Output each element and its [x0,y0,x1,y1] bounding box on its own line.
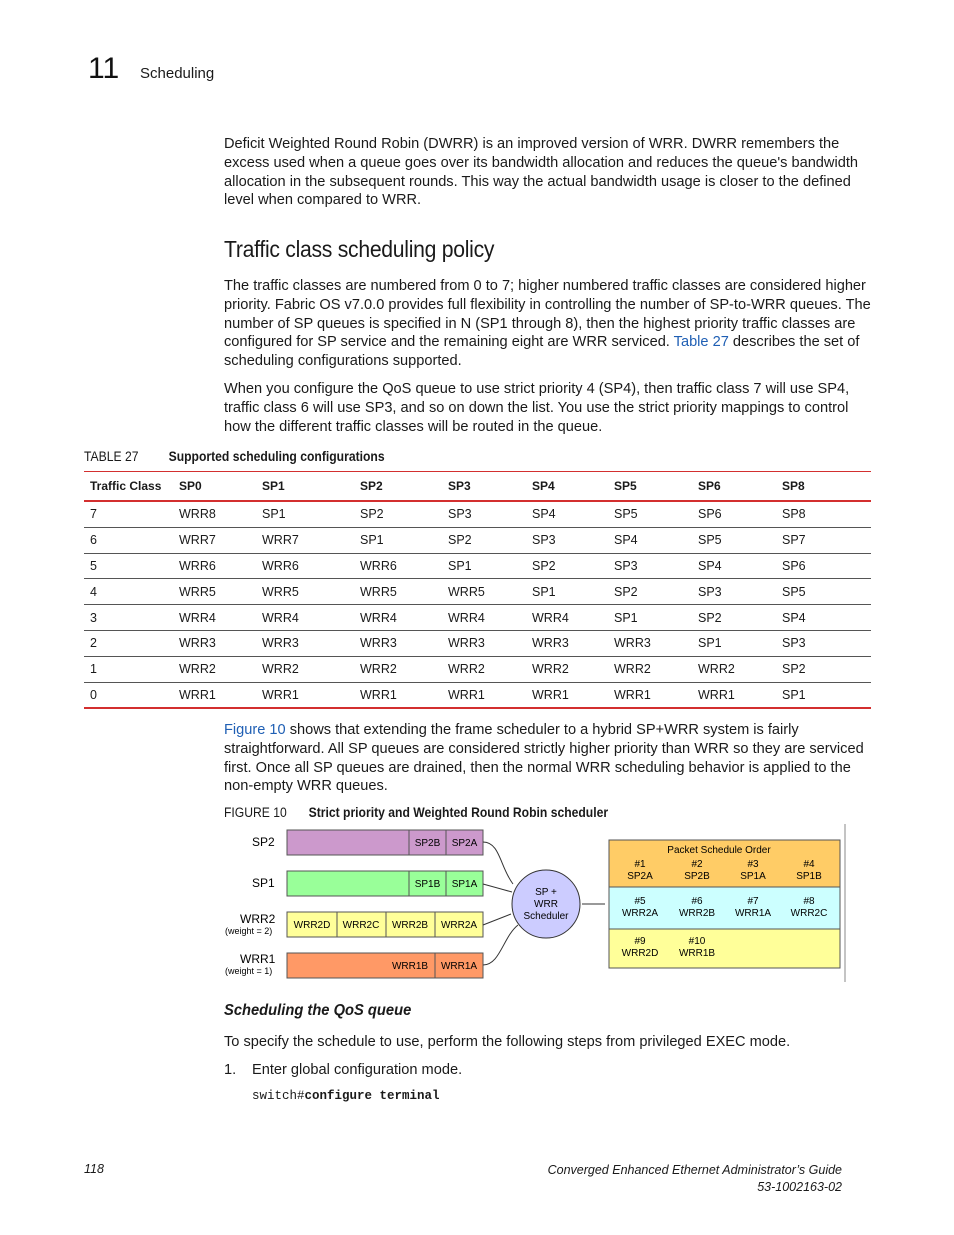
table-cell: WRR5 [256,579,354,605]
sp1-label: SP1 [252,876,275,890]
scheduler-text-3: Scheduler [523,911,569,922]
table-cell: SP5 [776,579,871,605]
table-cell: SP8 [776,501,871,527]
scheduler-text-1: SP + [535,887,557,898]
table-cell: SP4 [776,605,871,631]
table-row [84,656,871,682]
table-cell: WRR2 [608,656,692,682]
table-cell: SP5 [692,527,776,553]
table-cell: SP1 [256,501,354,527]
table-cell: SP1 [776,682,871,708]
table-cell: WRR4 [526,605,608,631]
table-cell: SP1 [692,630,776,656]
section-heading: Traffic class scheduling policy [224,236,495,262]
column-header: Traffic Class [84,472,173,502]
table-cell: WRR2 [256,656,354,682]
scheduling-config-table [84,471,871,709]
order-queue: SP2B [684,871,710,882]
code-prompt: switch# [252,1089,305,1103]
table-cell: SP5 [608,501,692,527]
column-header: SP8 [776,472,871,502]
table-cell: WRR5 [354,579,442,605]
step-1 [224,1061,874,1080]
table-cell: 2 [84,630,173,656]
wrr1b-text: WRR1B [391,961,429,972]
table-27-link[interactable]: Table 27 [673,334,729,351]
order-rank: #8 [803,896,815,907]
table-cell: WRR6 [173,553,256,579]
table-row [84,630,871,656]
order-queue: WRR2C [790,908,828,919]
chapter-number: 11 [88,52,120,85]
table-cell: WRR6 [256,553,354,579]
table-cell: WRR5 [442,579,526,605]
table-cell: SP3 [692,579,776,605]
column-header: SP6 [692,472,776,502]
column-header: SP2 [354,472,442,502]
order-rank: #5 [634,896,646,907]
table-cell: WRR7 [256,527,354,553]
table-cell: WRR1 [256,682,354,708]
table-cell: WRR3 [608,630,692,656]
table-cell: WRR3 [442,630,526,656]
table-label: TABLE 27 [84,449,139,464]
paragraph-strict-priority: When you configure the QoS queue to use strict priority 4 (SP4), then traffic class 7 will use SP4, traffic class 6 will use SP3, and so on down the list. You use the strict priority mappings to control how the different traffic classes will be routed in the queue. [224,381,850,435]
wrr1-label: WRR1 [240,952,276,966]
table-row [84,605,871,631]
table-row [84,501,871,527]
wrr2b-text: WRR2B [391,920,429,931]
table-cell: WRR6 [354,553,442,579]
wrr2d-text: WRR2D [293,920,331,931]
table-cell: SP2 [608,579,692,605]
table-cell: WRR3 [173,630,256,656]
wrr1-weight: (weight = 1) [225,966,273,976]
table-cell: SP6 [776,553,871,579]
table-cell: SP1 [354,527,442,553]
wrr2a-text: WRR2A [440,920,478,931]
paragraph-traffic-classes [224,277,874,371]
table-cell: WRR4 [256,605,354,631]
column-header: SP0 [173,472,256,502]
table-cell: SP2 [776,656,871,682]
table-caption [84,449,385,464]
table-cell: SP7 [776,527,871,553]
paragraph-steps-intro: To specify the schedule to use, perform the following steps from privileged EXEC mode. [224,1034,791,1050]
table-cell: WRR2 [354,656,442,682]
table-cell: SP3 [776,630,871,656]
table-cell: WRR7 [173,527,256,553]
scheduler-text-2: WRR [534,899,558,910]
table-cell: 5 [84,553,173,579]
column-header: SP3 [442,472,526,502]
order-queue: WRR2B [678,908,716,919]
table-cell: SP3 [442,501,526,527]
footer-title: Converged Enhanced Ethernet Administrator’s Guide [547,1163,842,1177]
intro-paragraph: Deficit Weighted Round Robin (DWRR) is an improved version of WRR. DWRR remembers the excess used when a queue goes over its bandwidth allocation and reduces the queue's bandwidth allocation in the subsequent rounds. This way the actual bandwidth usage is closer to the defined level when compared to WRR. [224,136,858,209]
table-cell: SP4 [608,527,692,553]
table-cell: WRR3 [526,630,608,656]
footer-doc-number: 53-1002163-02 [757,1180,842,1194]
order-rank: #2 [691,859,703,870]
column-header: SP4 [526,472,608,502]
scheduler-diagram [220,822,850,984]
order-queue: SP1A [740,871,766,882]
figure-caption [224,805,608,820]
table-cell: WRR2 [173,656,256,682]
table-cell: SP1 [608,605,692,631]
code-command: configure terminal [304,1089,440,1103]
sp2-queue [287,830,483,855]
table-cell: WRR2 [526,656,608,682]
table-cell: SP4 [526,501,608,527]
table-cell: SP1 [526,579,608,605]
table-cell: WRR1 [526,682,608,708]
table-cell: WRR1 [608,682,692,708]
table-cell: SP6 [692,501,776,527]
footer-right [548,1162,842,1196]
order-rank: #7 [747,896,759,907]
sp2b-text: SP2B [414,838,441,849]
table-cell: 0 [84,682,173,708]
table-cell: SP3 [526,527,608,553]
order-rank: #6 [691,896,703,907]
table-cell: WRR2 [692,656,776,682]
table-cell: WRR4 [354,605,442,631]
table-cell: WRR4 [173,605,256,631]
column-header: SP5 [608,472,692,502]
table-cell: WRR8 [173,501,256,527]
subsection-heading: Scheduling the QoS queue [224,1002,412,1019]
table-cell: 1 [84,656,173,682]
order-queue: SP2A [627,871,653,882]
table-cell: WRR3 [256,630,354,656]
sp1-queue [287,871,483,896]
wrr2c-text: WRR2C [342,920,380,931]
table-cell: WRR4 [442,605,526,631]
paragraph-text: shows that extending the frame scheduler to a hybrid SP+WRR system is fairly straightforward. All SP queues are considered strictly higher priority than WRR so they are serviced first. Once all SP queues are drained, then the normal WRR scheduling behavior is applied to the non-empty WRR queues. [224,722,864,795]
table-cell: 4 [84,579,173,605]
table-cell: SP2 [692,605,776,631]
table-header-row [84,472,871,502]
order-rank: #10 [688,936,706,947]
page-number: 118 [84,1162,104,1176]
order-rank: #9 [634,936,646,947]
wrr2-queue [287,912,483,937]
order-queue: WRR2A [621,908,659,919]
figure-10-link[interactable]: Figure 10 [224,722,286,738]
table-cell: WRR1 [354,682,442,708]
table-row [84,579,871,605]
table-cell: SP1 [442,553,526,579]
wrr1a-text: WRR1A [440,961,478,972]
wrr2-weight: (weight = 2) [225,926,273,936]
paragraph-text: The traffic classes are numbered from 0 to 7; higher numbered traffic classes are considered higher priority. Fabric OS v7.0.0 provides full flexibility in controlling the number of SP-to-WRR queues. The number of SP queues is specified in N (SP1 through 8), then the highest priority traffic classes are configured for SP service and the remaining eight are WRR serviced. [224,278,871,351]
table-cell: 6 [84,527,173,553]
table-cell: SP4 [692,553,776,579]
table-cell: SP2 [354,501,442,527]
sp2a-text: SP2A [451,838,478,849]
step-number: 1. [224,1062,237,1078]
wrr1-queue [287,953,483,978]
column-header: SP1 [256,472,354,502]
table-cell: WRR1 [692,682,776,708]
table-cell: WRR1 [173,682,256,708]
table-cell: WRR3 [354,630,442,656]
table-cell: SP2 [442,527,526,553]
order-rank: #1 [634,859,646,870]
order-queue: WRR1B [678,948,716,959]
table-row [84,527,871,553]
sp1a-text: SP1A [451,879,478,890]
packet-schedule-order [609,840,840,968]
table-cell: SP2 [526,553,608,579]
table-title: Supported scheduling configurations [168,449,385,464]
order-queue: WRR1A [734,908,772,919]
table-cell: 3 [84,605,173,631]
figure-label: FIGURE 10 [224,805,287,820]
table-cell: 7 [84,501,173,527]
order-queue: SP1B [796,871,822,882]
paragraph-figure-intro [224,721,874,796]
table-cell: WRR5 [173,579,256,605]
sp1b-text: SP1B [414,879,441,890]
order-queue: WRR2D [621,948,659,959]
step-text: Enter global configuration mode. [252,1062,463,1078]
table-row [84,682,871,708]
table-cell: SP3 [608,553,692,579]
paragraph-text-end: describes the set of scheduling configurations supported. [224,334,860,370]
figure-title: Strict priority and Weighted Round Robin scheduler [308,805,609,820]
code-sample [252,1089,440,1103]
table-row [84,553,871,579]
table-cell: WRR1 [442,682,526,708]
order-rank: #3 [747,859,759,870]
chapter-title: Scheduling [140,65,215,82]
order-rank: #4 [803,859,815,870]
sp2-label: SP2 [252,835,275,849]
order-title: Packet Schedule Order [667,845,771,856]
wrr2-label: WRR2 [240,912,276,926]
table-cell: WRR2 [442,656,526,682]
